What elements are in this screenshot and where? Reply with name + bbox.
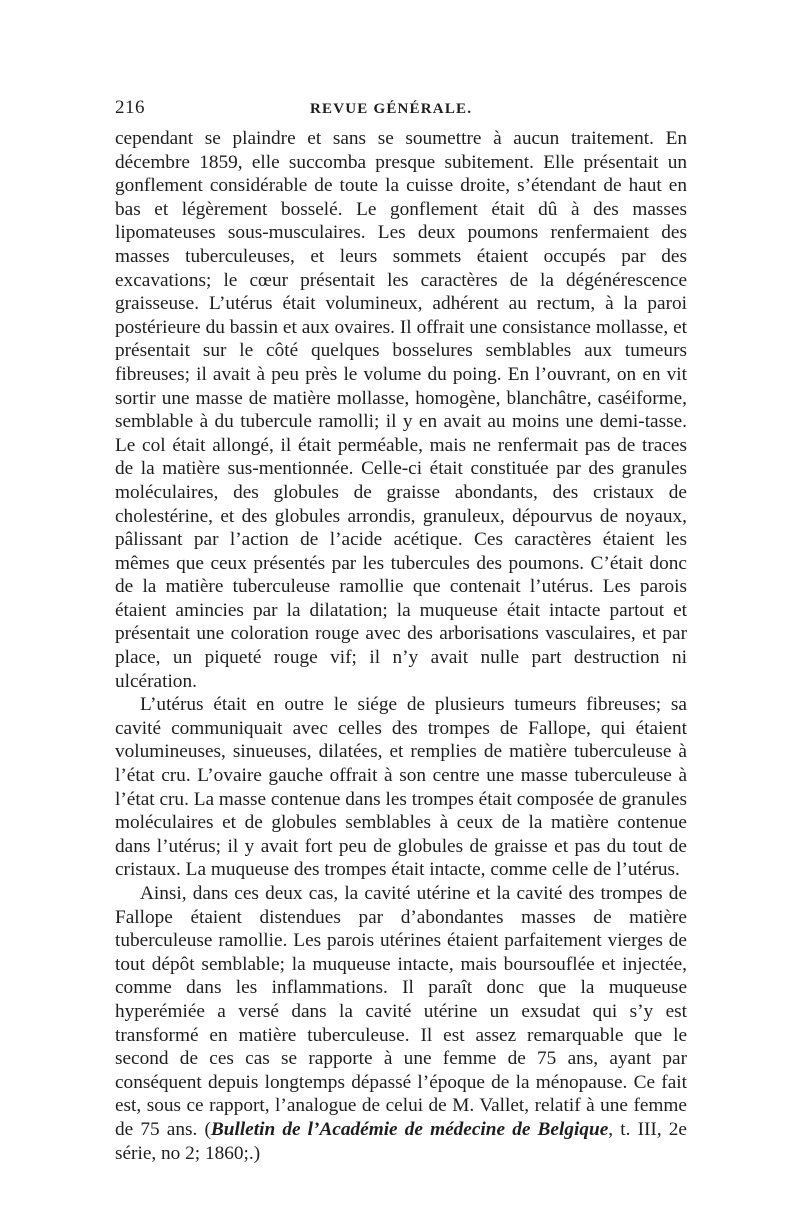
body-text xyxy=(115,127,687,1165)
page-number: 216 xyxy=(115,97,145,118)
running-head: REVUE GÉNÉRALE. xyxy=(310,101,473,117)
citation-title: Bulletin de l’Académie de médecine de Belgique xyxy=(210,1118,609,1140)
page-header xyxy=(115,97,687,127)
paragraph-uterus-tumors: L’utérus était en outre le siége de plusieurs tumeurs fibreuses; sa cavité communiquait avec celles des trompes de Fallope, qui étaient volumineuses, sinueuses, dilatées, et remplies de matière tuberculeuse à l’état cru. L’ovaire gauche offrait à son centre une masse tuberculeuse à l’état cru. La masse contenue dans les trompes était composée de granules moléculaires et de globules semblables à ceux de la matière contenue dans l’utérus; il y avait fort peu de globules de graisse et pas du tout de cristaux. La muqueuse des trompes était intacte, comme celle de l’utérus. xyxy=(115,694,687,881)
book-page xyxy=(115,97,687,1165)
paragraph-conclusion xyxy=(115,882,687,1165)
citation-details: , t. III, 2e série, no 2; 1860;.) xyxy=(115,1118,687,1164)
paragraph-conclusion-text: Ainsi, dans ces deux cas, la cavité utérine et la cavité des trompes de Fallope étaient distendues par d’abondantes masses de matière tuberculeuse ramollie. Les parois utérines étaient parfaitement vierges de tout dépôt semblable; la muqueuse intacte, mais boursouflée et injectée, comme dans les inflammations. Il paraît donc que la muqueuse hyperémiée a versé dans la cavité utérine un exsudat qui s’y est transformé en matière tuberculeuse. Il est assez remarquable que le second de ces cas se rapporte à une femme de 75 ans, ayant par conséquent depuis longtemps dépassé l’époque de la ménopause. Ce fait est, sous ce rapport, l’analogue de celui de M. Vallet, relatif à une femme de 75 ans. ( xyxy=(115,883,687,1140)
paragraph-continued: cependant se plaindre et sans se soumettre à aucun traitement. En décembre 1859, elle succomba presque subitement. Elle présentait un gonflement considérable de toute la cuisse droite, s’étendant de haut en bas et légèrement bosselé. Le gonflement était dû à des masses lipomateuses sous-musculaires. Les deux poumons renfermaient des masses tuberculeuses, et leurs sommets étaient occupés par des excavations; le cœur présentait les caractères de la dégénérescence graisseuse. L’utérus était volumineux, adhérent au rectum, à la paroi postérieure du bassin et aux ovaires. Il offrait une consistance mollasse, et présentait sur le côté quelques bosselures semblables aux tumeurs fibreuses; il avait à peu près le volume du poing. En l’ouvrant, on en vit sortir une masse de matière mollasse, homogène, blanchâtre, caséiforme, semblable à du tubercule ramolli; il y en avait au moins une demi-tasse. Le col était allongé, il était perméable, mais ne renfermait pas de traces de la matière sus-mentionnée. Celle-ci était constituée par des granules moléculaires, des globules de graisse abondants, des cristaux de cholestérine, et des globules arrondis, granuleux, dépourvus de noyaux, pâlissant par l’action de l’acide acétique. Ces caractères étaient les mêmes que ceux présentés par les tubercules des poumons. C’était donc de la matière tuberculeuse ramollie que contenait l’utérus. Les parois étaient amincies par la dilatation; la muqueuse était intacte partout et présentait une coloration rouge avec des arborisations vasculaires, et par place, un piqueté rouge vif; il n’y avait nulle part destruction ni ulcération. xyxy=(115,128,687,692)
